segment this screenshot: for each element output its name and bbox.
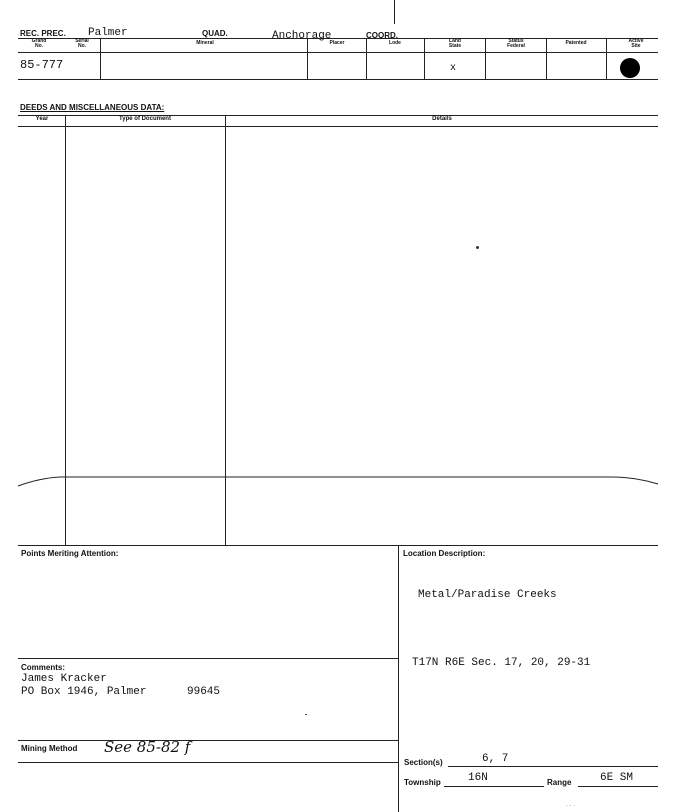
- sections-underline: [448, 766, 658, 767]
- sep-4: [424, 38, 425, 80]
- col-mineral: Mineral: [196, 40, 214, 46]
- speck: [476, 246, 479, 249]
- top-tick: [394, 0, 395, 24]
- col-active-site: Active Site: [628, 38, 644, 49]
- quad-label: QUAD.: [202, 29, 228, 38]
- col-placer: Placer: [329, 40, 345, 46]
- col-status-federal: Status Federal: [507, 38, 525, 49]
- sep-7: [606, 38, 607, 80]
- lower-top-line: [18, 545, 658, 546]
- sep-3: [366, 38, 367, 80]
- comments-label: Comments:: [21, 663, 66, 672]
- lower-divider: [398, 545, 399, 812]
- sep-5: [485, 38, 486, 80]
- points-label: Points Meriting Attention:: [21, 549, 119, 558]
- grand-no-value: 85-777: [20, 58, 64, 72]
- sections-label: Section(s): [404, 758, 443, 767]
- speck-2: [305, 714, 307, 715]
- coord-label: COORD.: [366, 31, 398, 40]
- township-value: 16N: [468, 772, 488, 784]
- location-line-2: T17N R6E Sec. 17, 20, 29-31: [412, 657, 591, 669]
- deeds-col-details: Details: [432, 116, 452, 122]
- row-bottom-line: [18, 79, 658, 80]
- township-label: Township: [404, 778, 441, 787]
- bottom-specks: · · ·: [566, 803, 576, 809]
- deeds-title: DEEDS AND MISCELLANEOUS DATA:: [20, 103, 165, 112]
- col-land-state: Land State: [448, 38, 462, 49]
- col-grand-no: Grand No.: [31, 38, 47, 49]
- location-label: Location Description:: [403, 549, 486, 558]
- column-header-line: [18, 52, 658, 53]
- fold-line: [0, 468, 678, 492]
- comments-name: James Kracker: [21, 673, 107, 685]
- township-underline: [444, 786, 544, 787]
- quad-value: Anchorage: [272, 30, 332, 42]
- sep-2: [307, 38, 308, 80]
- location-line-1: Metal/Paradise Creeks: [418, 589, 557, 601]
- deeds-top-line: [18, 115, 658, 116]
- range-value: 6E SM: [600, 772, 634, 784]
- comments-address: PO Box 1946, Palmer: [21, 686, 147, 698]
- mining-bottom-line: [18, 762, 398, 763]
- col-patented: Patented: [565, 40, 587, 46]
- deeds-header-line: [18, 126, 658, 127]
- range-underline: [578, 786, 658, 787]
- mining-top-line: [18, 740, 398, 741]
- rec-prec-value: Palmer: [88, 27, 128, 39]
- comments-top-line: [18, 658, 398, 659]
- mining-handwritten: See 85-82 f: [104, 738, 191, 756]
- col-serial-no: Serial No.: [75, 38, 89, 49]
- rec-prec-label: REC. PREC.: [20, 29, 66, 38]
- sep-1: [100, 38, 101, 80]
- range-label: Range: [547, 778, 572, 787]
- active-site-dot: [620, 58, 640, 78]
- comments-zip: 99645: [187, 686, 221, 698]
- sections-value: 6, 7: [482, 753, 509, 765]
- col-lode: Lode: [389, 40, 401, 46]
- header-line: [18, 38, 658, 39]
- deeds-col-year: Year: [35, 116, 49, 122]
- mining-label: Mining Method: [21, 744, 78, 753]
- land-state-mark: x: [450, 63, 457, 74]
- sep-6: [546, 38, 547, 80]
- deeds-col-type: Type of Document: [119, 116, 171, 122]
